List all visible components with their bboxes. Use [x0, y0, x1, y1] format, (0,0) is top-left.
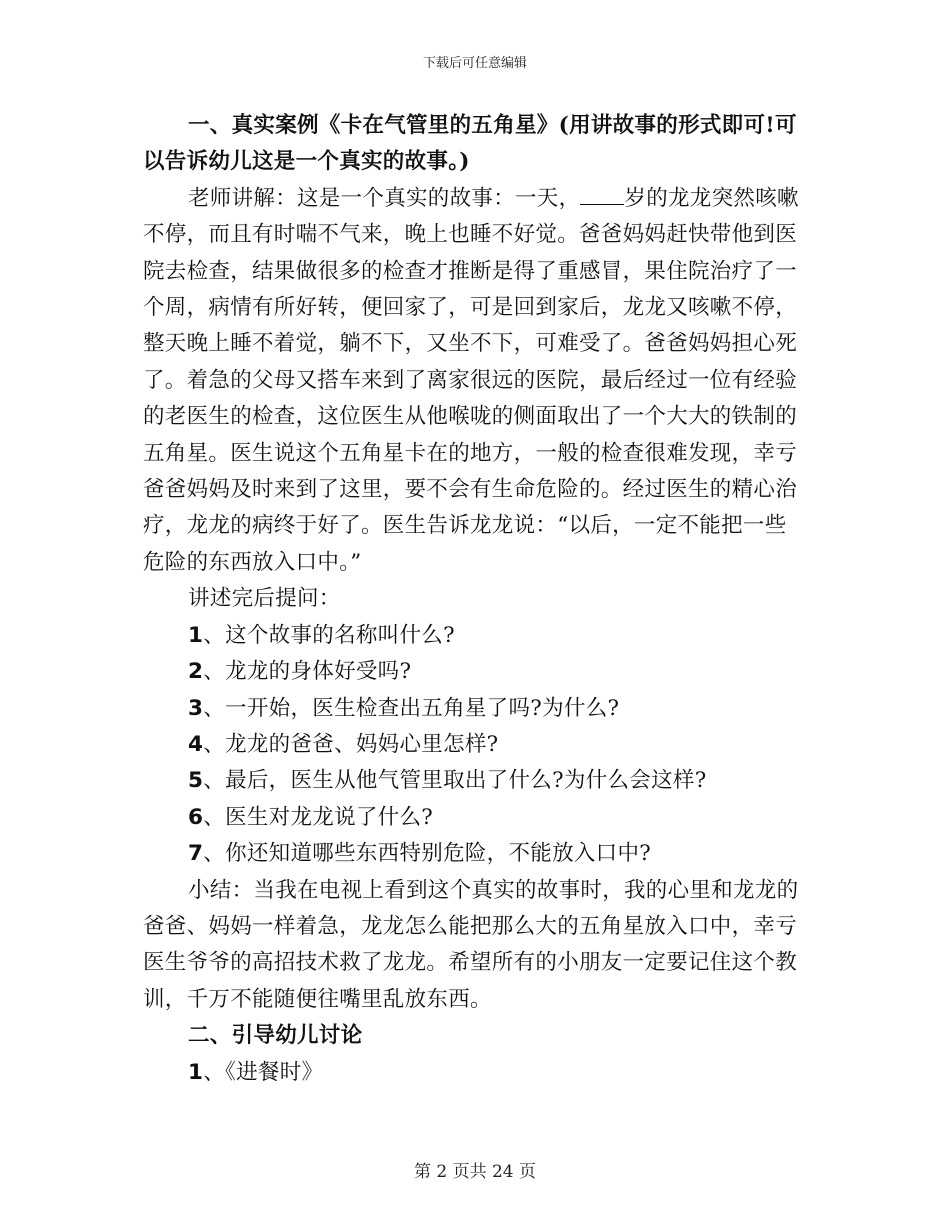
- item-text: 、《进餐时》: [203, 1059, 324, 1085]
- document-body: [143, 108, 799, 1091]
- story-first-part-a: 老师讲解：这是一个真实的故事：一天，: [188, 185, 581, 211]
- story-line: 了。着急的父母又搭车来到了离家很远的医院，最后经过一位有经验: [143, 367, 798, 393]
- question-text: 、龙龙的身体好受吗?: [203, 659, 412, 685]
- question-item: [143, 836, 795, 872]
- section2-item-1: [143, 1055, 795, 1091]
- story-line: 爸爸妈妈及时来到了这里，要不会有生命危险的。经过医生的精心治: [143, 477, 798, 503]
- question-number: 1: [188, 622, 204, 648]
- question-text: 、最后，医生从他气管里取出了什么?为什么会这样?: [203, 768, 707, 794]
- question-item: [143, 800, 795, 836]
- summary-line: 医生爷爷的高招技术救了龙龙。希望所有的小朋友一定要记住这个教: [143, 950, 798, 976]
- questions-intro: 讲述完后提问：: [188, 586, 341, 612]
- question-number: 3: [188, 695, 204, 721]
- section2-heading: 二、引导幼儿讨论: [188, 1023, 363, 1049]
- question-number: 5: [188, 768, 204, 794]
- story-line: 整天晚上睡不着觉，躺不下，又坐不下，可难受了。爸爸妈妈担心死: [143, 331, 798, 357]
- age-blank: [580, 186, 624, 205]
- page-header: 下载后可任意编辑: [422, 56, 527, 71]
- story-line: 的老医生的检查，这位医生从他喉咙的侧面取出了一个大大的铁制的: [143, 404, 798, 430]
- question-number: 4: [188, 731, 204, 757]
- question-text: 、医生对龙龙说了什么?: [203, 804, 434, 830]
- page-footer: 第 2 页共 24 页: [413, 1162, 537, 1182]
- item-number: 1: [188, 1059, 204, 1085]
- story-line: 五角星。医生说这个五角星卡在的地方，一般的检查很难发现，幸亏: [143, 440, 798, 466]
- question-number: 7: [188, 841, 204, 867]
- question-text: 、这个故事的名称叫什么?: [203, 622, 455, 648]
- question-item: [143, 763, 795, 799]
- story-line-first: [143, 181, 799, 217]
- question-item: [143, 691, 795, 727]
- question-number: 2: [188, 659, 204, 685]
- story-line: 院去检查，结果做很多的检查才推断是得了重感冒，果住院治疗了一: [143, 258, 798, 284]
- question-text: 、龙龙的爸爸、妈妈心里怎样?: [203, 731, 499, 757]
- question-item: [143, 727, 795, 763]
- question-text: 、你还知道哪些东西特别危险，不能放入口中?: [203, 841, 652, 867]
- story-line: 个周，病情有所好转，便回家了，可是回到家后，龙龙又咳嗽不停，: [143, 295, 798, 321]
- story-first-part-b: 岁的龙龙突然咳嗽: [624, 185, 799, 211]
- section1-heading-line-1: 一、真实案例《卡在气管里的五角星》(用讲故事的形式即可!可: [188, 113, 797, 138]
- story-line: 不停，而且有时喘不气来，晚上也睡不好觉。爸爸妈妈赶快带他到医: [143, 222, 798, 248]
- summary-line: 小结：当我在电视上看到这个真实的故事时，我的心里和龙龙的: [188, 877, 799, 903]
- question-item: [143, 618, 795, 654]
- question-text: 、一开始，医生检查出五角星了吗?为什么?: [203, 695, 620, 721]
- question-number: 6: [188, 804, 204, 830]
- question-item: [143, 654, 795, 690]
- story-line: 危险的东西放入口中。”: [143, 549, 362, 575]
- story-line: 疗，龙龙的病终于好了。医生告诉龙龙说：“以后，一定不能把一些: [143, 513, 787, 539]
- summary-line: 训，千万不能随便往嘴里乱放东西。: [143, 986, 492, 1012]
- summary-line: 爸爸、妈妈一样着急，龙龙怎么能把那么大的五角星放入口中，幸亏: [143, 913, 798, 939]
- section1-heading-line-2: 以告诉幼儿这是一个真实的故事。): [143, 149, 470, 175]
